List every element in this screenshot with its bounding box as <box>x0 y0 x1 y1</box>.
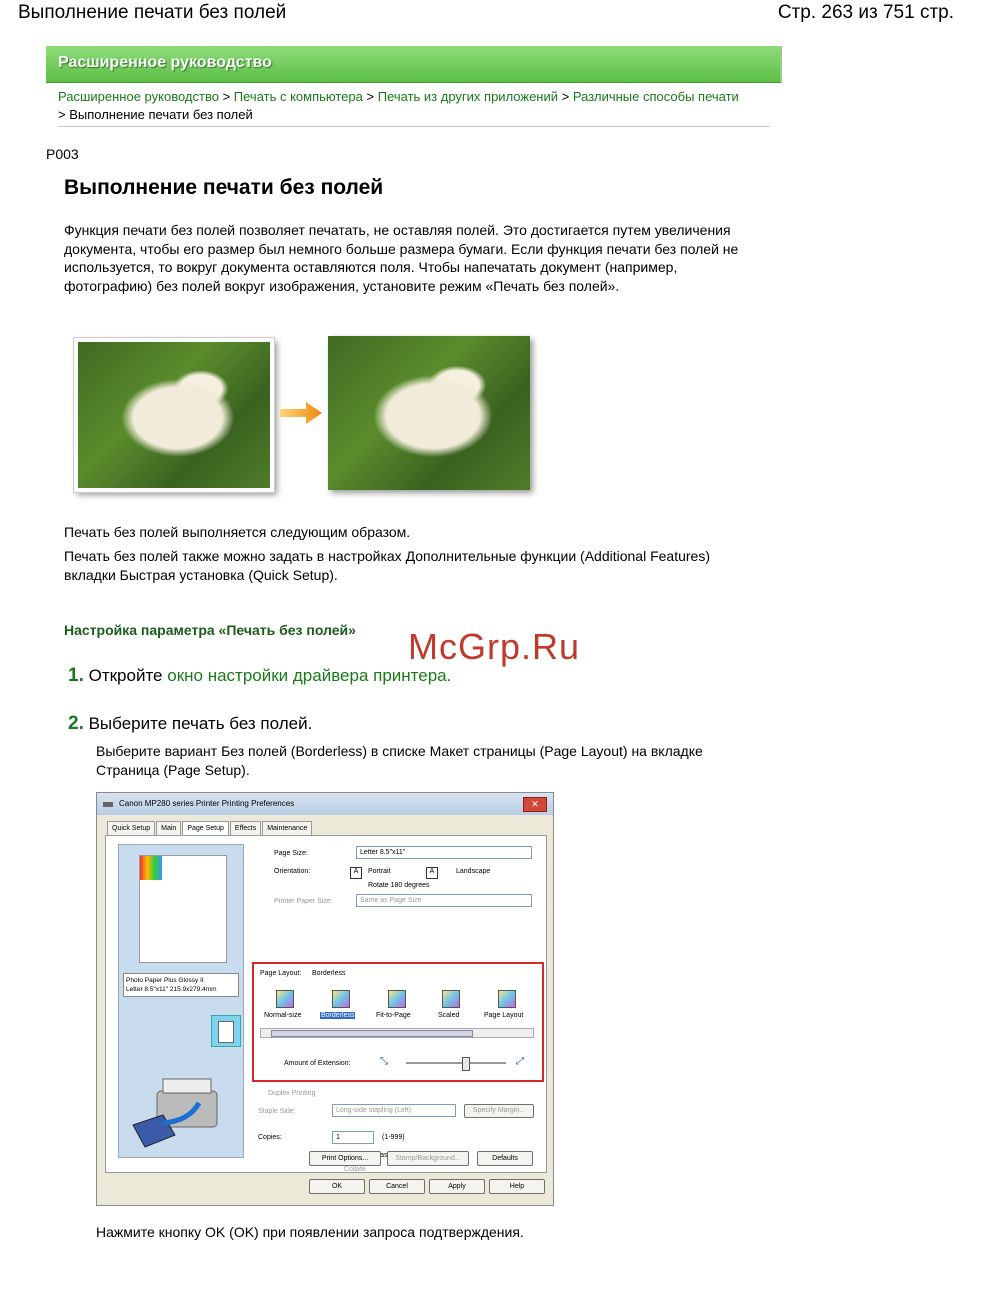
printer-illustration-icon <box>129 1075 233 1151</box>
page-size-select[interactable]: Letter 8.5"x11" <box>356 846 532 859</box>
collate-checkbox[interactable]: Collate <box>344 1166 366 1173</box>
page-preview-icon <box>139 855 227 963</box>
photo-borderless <box>328 336 530 490</box>
page-layout-icon[interactable] <box>498 990 516 1008</box>
print-options-button[interactable]: Print Options... <box>309 1151 381 1166</box>
step-2-detail: Выберите вариант Без полей (Borderless) в списке Макет страницы (Page Layout) на вкладке Страница (Page Setup). <box>96 743 703 778</box>
breadcrumb <box>58 88 778 124</box>
scaled-icon[interactable] <box>442 990 460 1008</box>
landscape-icon: A <box>426 867 438 879</box>
dialog-title: Canon MP280 series Printer Printing Preferences <box>119 799 295 808</box>
portrait-radio[interactable]: Portrait <box>368 868 391 875</box>
layout-scaled[interactable]: Scaled <box>438 1012 460 1019</box>
tab-effects[interactable]: Effects <box>230 821 261 835</box>
specify-margin-button[interactable]: Specify Margin... <box>464 1104 534 1118</box>
tab-main[interactable]: Main <box>156 821 181 835</box>
breadcrumb-current: > Выполнение печати без полей <box>58 107 253 122</box>
shrink-icon: ⤡ <box>380 1056 388 1067</box>
printer-paper-select[interactable]: Same as Page Size <box>356 894 532 907</box>
printer-preferences-dialog <box>96 792 554 1206</box>
layout-page-layout[interactable]: Page Layout <box>484 1012 524 1019</box>
help-button[interactable]: Help <box>489 1179 545 1194</box>
copies-label: Copies: <box>258 1134 282 1141</box>
breadcrumb-link-computer[interactable]: Печать с компьютера <box>233 89 363 104</box>
step-text: Откройте <box>88 666 163 685</box>
breadcrumb-separator: > <box>366 89 375 104</box>
borderless-icon[interactable] <box>332 990 350 1008</box>
page-title: Выполнение печати без полей <box>64 176 384 199</box>
step-text: Выберите печать без полей. <box>88 714 313 733</box>
intro-paragraph: Функция печати без полей позволяет печатать, не оставляя полей. Это достигается путем увеличения документа, чтобы его размер был немного больше размера бумаги. Если функция печати без полей не используется, то вокруг документа оставляются поля. Чтобы напечатать документ (например, фотографию) без полей вокруг изображения, установите режим «Печать без полей». <box>64 222 739 294</box>
breadcrumb-link-guide[interactable]: Расширенное руководство <box>58 89 219 104</box>
ok-button[interactable]: OK <box>309 1179 365 1194</box>
media-info: Photo Paper Plus Glossy II Letter 8.5"x11" 215.9x279.4mm <box>123 973 239 997</box>
layout-borderless[interactable]: Borderless <box>321 1012 355 1019</box>
photo-with-border <box>74 338 274 492</box>
breadcrumb-link-apps[interactable]: Печать из других приложений <box>377 89 559 104</box>
page-layout-highlight <box>252 962 544 1082</box>
rotate-checkbox[interactable]: Rotate 180 degrees <box>368 882 430 889</box>
defaults-button[interactable]: Defaults <box>477 1151 533 1166</box>
print-last-checkbox[interactable]: Last <box>376 1152 390 1159</box>
orientation-label: Orientation: <box>274 868 311 875</box>
fit-to-page-icon[interactable] <box>388 990 406 1008</box>
dialog-titlebar <box>97 793 553 815</box>
tab-page-setup[interactable]: Page Setup <box>182 821 229 837</box>
landscape-radio[interactable]: Landscape <box>456 868 491 875</box>
printer-paper-label: Printer Paper Size: <box>274 898 333 905</box>
staple-label: Staple Side: <box>258 1108 296 1115</box>
extension-label: Amount of Extension: <box>284 1060 351 1067</box>
page-layout-value: Borderless <box>312 970 346 977</box>
breadcrumb-separator: > <box>222 89 231 104</box>
driver-settings-link[interactable]: окно настройки драйвера принтера. <box>167 666 452 685</box>
watermark: McGrp.Ru <box>408 626 581 667</box>
step-number: 1. <box>68 665 84 686</box>
section-banner <box>46 46 782 83</box>
cancel-button[interactable]: Cancel <box>369 1179 425 1194</box>
banner-label: Расширенное руководство <box>58 54 272 71</box>
portrait-icon: A <box>350 867 362 879</box>
copies-range: (1-999) <box>382 1134 405 1141</box>
slider-thumb[interactable] <box>462 1057 470 1071</box>
tab-maintenance[interactable]: Maintenance <box>262 821 312 835</box>
doc-code: P003 <box>46 146 79 162</box>
breadcrumb-link-methods[interactable]: Различные способы печати <box>572 89 739 104</box>
apply-button[interactable]: Apply <box>429 1179 485 1194</box>
section-subheading: Настройка параметра «Печать без полей» <box>64 622 356 638</box>
arrow-right-icon <box>280 402 322 424</box>
paragraph-method: Печать без полей выполняется следующим образом. <box>64 524 411 540</box>
staple-select[interactable]: Long-side stapling (Left) <box>332 1104 456 1117</box>
extension-slider[interactable] <box>406 1062 506 1064</box>
layout-scrollbar[interactable] <box>260 1028 534 1038</box>
step-number: 2. <box>68 713 84 734</box>
step-1 <box>68 665 451 687</box>
page-setup-panel <box>105 835 547 1173</box>
page-number: Стр. 263 из 751 стр. <box>777 2 954 23</box>
stamp-background-button[interactable]: Stamp/Background... <box>387 1151 469 1166</box>
copies-input[interactable]: 1 <box>332 1131 374 1144</box>
close-button[interactable]: ✕ <box>523 797 547 812</box>
breadcrumb-separator: > <box>561 89 570 104</box>
tab-quick-setup[interactable]: Quick Setup <box>107 821 155 835</box>
dialog-tabs <box>107 821 313 835</box>
duplex-checkbox[interactable]: Duplex Printing <box>268 1090 316 1097</box>
footer-note: Нажмите кнопку OK (OK) при появлении запроса подтверждения. <box>96 1224 524 1240</box>
paper-thumbnail <box>211 1015 241 1047</box>
printer-icon <box>102 798 114 810</box>
layout-normal-size[interactable]: Normal-size <box>264 1012 302 1019</box>
preview-pane <box>118 844 244 1158</box>
layout-fit-to-page[interactable]: Fit-to-Page <box>376 1012 411 1019</box>
page-layout-label: Page Layout: <box>260 970 302 977</box>
divider <box>58 126 770 127</box>
expand-icon: ⤢ <box>516 1056 524 1067</box>
normal-size-icon[interactable] <box>276 990 294 1008</box>
paragraph-quick-setup: Печать без полей также можно задать в настройках Дополнительные функции (Additional Features) вкладки Быстрая установка (Quick Setup). <box>64 548 710 583</box>
page-header-title: Выполнение печати без полей <box>18 2 287 23</box>
step-2 <box>68 713 312 735</box>
page-size-label: Page Size: <box>274 850 308 857</box>
